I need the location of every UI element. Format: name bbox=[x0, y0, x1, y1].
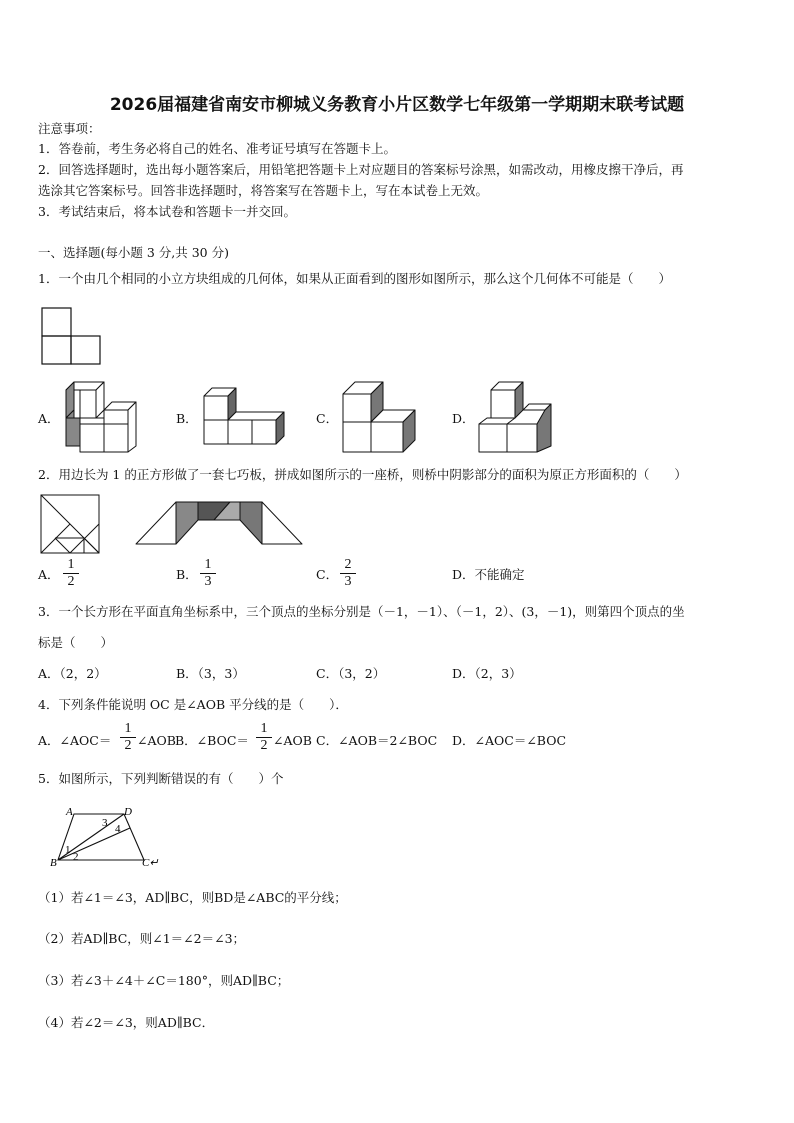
q4-option-d[interactable]: D．∠AOC＝∠BOC bbox=[452, 733, 567, 748]
q3-option-a[interactable]: A．（2，2） bbox=[38, 666, 107, 681]
q3-option-c[interactable]: C．（3，2） bbox=[316, 666, 386, 681]
q2-option-b-fraction[interactable] bbox=[200, 558, 216, 589]
fraction-denominator: 3 bbox=[204, 574, 212, 589]
q1-option-a-figure[interactable] bbox=[64, 380, 136, 456]
q2-option-d-label[interactable]: D．不能确定 bbox=[452, 567, 525, 582]
angle-label-1: 1 bbox=[65, 844, 71, 856]
q4-option-b-prefix[interactable]: B．∠BOC＝ bbox=[175, 733, 249, 748]
q3-stem-line2: 标是（ ） bbox=[38, 635, 114, 650]
q5-statement-2: （2）若AD∥BC，则∠1＝∠2＝∠3； bbox=[38, 931, 246, 946]
q3-stem-line1: 3．一个长方形在平面直角坐标系中，三个顶点的坐标分别是（－1，－1）、（－1，2）、(3，－1)，则第四个顶点的坐 bbox=[38, 604, 685, 619]
angle-label-4: 4 bbox=[115, 823, 121, 835]
notice-item-3: 3．考试结束后，将本试卷和答题卡一并交回。 bbox=[38, 204, 296, 219]
exam-title: 2026届福建省南安市柳城义务教育小片区数学七年级第一学期期末联考试题 bbox=[109, 95, 685, 115]
notice-item-2: 2．回答选择题时，选出每小题答案后，用铅笔把答题卡上对应题目的答案标号涂黑，如需改动，用橡皮擦干净后，再 bbox=[38, 162, 684, 177]
q4-option-c[interactable]: C．∠AOB＝2∠BOC bbox=[316, 733, 438, 748]
q2-option-b-label[interactable]: B． bbox=[176, 567, 198, 582]
notice-item-1: 1．答卷前，考生务必将自己的姓名、准考证号填写在答题卡上。 bbox=[38, 141, 396, 156]
fraction-numerator: 2 bbox=[344, 557, 352, 572]
label-c: C↵ bbox=[142, 857, 159, 869]
q2-option-c-label[interactable]: C． bbox=[316, 567, 339, 582]
q2-option-a-fraction[interactable] bbox=[63, 558, 79, 589]
fraction-numerator: 1 bbox=[204, 557, 212, 572]
q1-option-d-figure[interactable] bbox=[477, 380, 553, 456]
notice-heading: 注意事项： bbox=[38, 121, 101, 136]
q1-option-c-figure[interactable] bbox=[341, 380, 417, 456]
fraction-denominator: 3 bbox=[344, 574, 352, 589]
fraction-numerator: 1 bbox=[67, 557, 75, 572]
q4-option-b-fraction bbox=[256, 722, 272, 753]
angle-label-3: 3 bbox=[102, 817, 108, 829]
fraction-denominator: 2 bbox=[124, 738, 132, 753]
q2-bridge-figure bbox=[134, 500, 304, 546]
q4-option-a-prefix[interactable]: A．∠AOC＝ bbox=[38, 733, 112, 748]
fraction-denominator: 2 bbox=[67, 574, 75, 589]
q1-option-d-label[interactable]: D． bbox=[452, 411, 475, 426]
q4-option-b-suffix[interactable]: ∠AOB bbox=[273, 733, 312, 748]
q2-option-a-label[interactable]: A． bbox=[38, 567, 60, 582]
q4-option-a-suffix[interactable]: ∠AOB bbox=[137, 733, 176, 748]
q5-statement-3: （3）若∠3＋∠4＋∠C＝180°，则AD∥BC； bbox=[38, 973, 290, 988]
notice-item-2-cont: 选涂其它答案标号。回答非选择题时，将答案写在答题卡上，写在本试卷上无效。 bbox=[38, 183, 489, 198]
q5-statement-4: （4）若∠2＝∠3，则AD∥BC． bbox=[38, 1015, 215, 1030]
fraction-numerator: 1 bbox=[124, 721, 132, 736]
q4-option-a-fraction bbox=[120, 722, 136, 753]
label-d: D bbox=[124, 806, 132, 818]
q1-option-b-label[interactable]: B． bbox=[176, 411, 198, 426]
q1-option-a-label[interactable]: A． bbox=[38, 411, 60, 426]
q5-stem: 5．如图所示，下列判断错误的有（ ）个 bbox=[38, 771, 284, 786]
label-a: A bbox=[66, 806, 73, 818]
q5-trapezoid-figure bbox=[48, 804, 163, 870]
q3-option-d[interactable]: D．（2，3） bbox=[452, 666, 522, 681]
q3-option-b[interactable]: B．（3，3） bbox=[176, 666, 245, 681]
section-heading: 一、选择题(每小题 3 分,共 30 分) bbox=[38, 245, 229, 260]
fraction-numerator: 1 bbox=[260, 721, 268, 736]
angle-label-2: 2 bbox=[73, 851, 79, 863]
q5-statement-1: （1）若∠1＝∠3，AD∥BC，则BD是∠ABC的平分线； bbox=[38, 890, 347, 905]
q1-option-b-figure[interactable] bbox=[202, 386, 286, 448]
q1-option-c-label[interactable]: C． bbox=[316, 411, 339, 426]
q2-option-c-fraction[interactable] bbox=[340, 558, 356, 589]
q1-stem: 1．一个由几个相同的小立方块组成的几何体，如果从正面看到的图形如图所示，那么这个几何体不可能是（ ） bbox=[38, 271, 671, 286]
label-b: B bbox=[50, 857, 57, 869]
q2-stem: 2．用边长为 1 的正方形做了一套七巧板，拼成如图所示的一座桥，则桥中阴影部分的面积为原正方形面积的（ ） bbox=[38, 467, 687, 482]
fraction-denominator: 2 bbox=[260, 738, 268, 753]
q1-front-view-figure bbox=[40, 306, 102, 366]
q2-tangram-square-figure bbox=[40, 494, 100, 554]
q4-stem: 4．下列条件能说明 OC 是∠AOB 平分线的是（ ）． bbox=[38, 697, 348, 712]
